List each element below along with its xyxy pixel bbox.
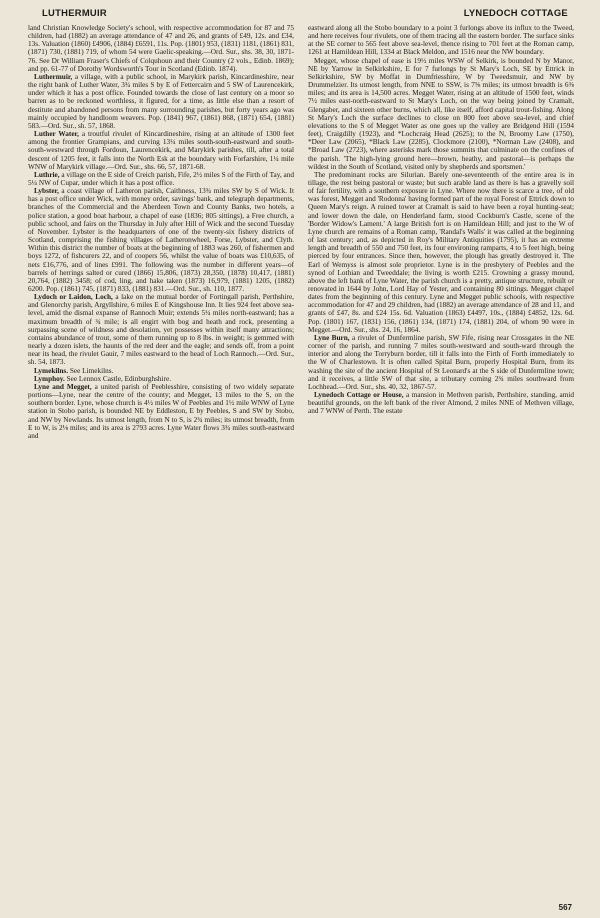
entry-text: a coast village of Latheron parish, Caithness, 13¾ miles SW by S of Wick. It has a post office under Wick, with money order, savings' bank, and telegraph departments, branches of the Commercial and the Aberdeen Town and County Banks, two hotels, a police station, a good boat harbour, a chapel of ease (1836; 805 sittings), a Free church, a public school, and fairs on the Thursday in July after Hill of Wick and the second Tuesday of November. Lybster is the headquarters of one of the twenty-six fishery districts of Scotland, comprising the fishing villages of Latheronwheel, Forse, Lybster, and Clyth. Within this district the number of boats at the beginning of 1883 was 260, of fishermen and boys 1272, of fishcurers 22, and of coopers 56, whilst the value of boats was £10,635, of nets £16,776, and of lines £991. The following was the number in different years—of barrels of herrings salted or cured (1866) 15,806, (1873) 28,350, (1878) 10,417, (1881) 20,764, (1882) 3458; of cod, ling, and hake taken (1873) 16,979, (1881) 1205, (1882) 6200. Pop. (1861) 745, (1871) 833, (1881) 831.—Ord. Sur., sh. 110, 1877. [28,187,294,293]
entry-text: a village on the E side of Creich parish, Fife, 2½ miles S of the Firth of Tay, and 5¼ NW of Cupar, under which it has a post office. [28,170,294,187]
gazetteer-entry [28,293,294,366]
entry-headword: Lymekilns. [34,366,69,375]
running-head-left: LUTHERMUIR [42,7,107,18]
entry-text: a united parish of Peeblesshire, consisting of two widely separate portions—Lyne, near the centre of the county; and Megget, 13 miles to the S, on the southern border. Lyne, whose church is 4½ miles W of Peebles and 1½ mile WNW of Lyne station in Stobo parish, is bounded NE by Eddleston, E by Peebles, S and SW by Stobo, and NW by Newlands. Its utmost length, from N to S, is 2¾ miles; its utmost breadth, from E to W, is 2⅛ miles; and its area is 2793 acres. Lyne Water flows 3¾ miles south-eastward and [28,382,294,440]
entry-text: See Limekilns. [68,366,114,375]
entry-text: a troutful rivulet of Kincardineshire, rising at an altitude of 1300 feet among the frontier Grampians, and curving 13¼ miles south-south-eastward and south-south-westward through Fordoun, Laurencekirk, and Marykirk parishes, till, after a total descent of 1205 feet, it falls into the North Esk at the boundary with Forfarshire, 1¼ mile WNW of Marykirk village.—Ord. Sur., shs. 66, 57, 1871-68. [28,130,294,171]
gazetteer-entry [28,187,294,293]
entry-headword: Luthermuir, [34,72,73,81]
gazetteer-entry [28,171,294,187]
gazetteer-entry [28,375,294,383]
gazetteer-entry [28,367,294,375]
running-head [28,6,574,20]
entry-headword: Luther Water, [34,130,79,139]
entry-text: See Lennox Castle, Edinburghshire. [64,374,172,383]
text-columns [28,24,574,904]
gazetteer-entry [28,130,294,171]
entry-text: Megget, whose chapel of ease is 19½ miles WSW of Selkirk, is bounded N by Manor, NE by Yarrow in Selkirkshire, E for 7 furlongs by St Mary's Loch, SE by Ettrick in Selkirkshire, SW by Moffat in Dumfriesshire, W by Tweedsmuir, and NW by Drummelzier. Its utmost length, from NNE to SSW, is 7⅝ miles; its utmost breadth is 6⅜ miles; and its area is 14,500 acres. Megget Water, rising at an altitude of 1500 feet, winds 7½ miles east-north-eastward to St Mary's Loch, on the way being joined by Cramalt, Glengaber, and sixteen other burns, which all, like itself, afford capital trout-fishing. Along St Mary's Loch the surface declines to close on 800 feet above sea-level, and chief elevations to the S of Megget Water as one goes up the valley are Bridgend Hill (1594 feet), Craigdilly (1923), and *Lochcraig Head (2625); to the N, Broomy Law (1750), *Deer Law (2065), *Black Law (2285), Clockmore (2100), *Norman Law (2408), and *Broad Law (2723), where asterisks mark those summits that culminate on the confines of the parish. 'The high-lying ground here—brown, heathy, and pastoral—is perhaps the wildest in the South of Scotland, visited only by shepherds and sportsmen.' [308,56,574,171]
entry-headword: Lyne and Megget, [34,382,92,391]
page-number: 567 [558,903,572,912]
entry-headword: Lybster, [34,187,59,196]
gazetteer-entry [28,24,294,73]
entry-text: eastward along all the Stobo boundary to a point 3 furlongs above its influx to the Tweed, and here receives four rivulets, one of them tracing all the eastern border. The surface sinks at the SE corner to 565 feet above sea-level, thence rising to 701 feet at the Roman camp, 1261 at Hamildean Hill, 1334 at Black Meldon, and 1516 near the NW boundary. [308,24,574,57]
gazetteer-entry [308,334,574,391]
gazetteer-entry [308,171,574,334]
running-head-right: LYNEDOCH COTTAGE [463,7,568,18]
entry-headword: Lynedoch Cottage or House, [314,391,404,400]
entry-headword: Lymphoy. [34,374,65,383]
gazetteer-entry [308,391,574,415]
entry-text: a village, with a public school, in Marykirk parish, Kincardineshire, near the right bank of Luther Water, 3¾ miles S by E of Fettercairn and 5 SW of Laurencekirk, under which it has a post office. Founded towards the close of last century on a moor so barren as to be reckoned worthless, it figured, for a time, as little else than a resort of destitute and abandoned persons from many surrounding parishes, but forty years ago was mainly occupied by handloom weavers. Pop. (1841) 967, (1861) 868, (1871) 654, (1881) 583.—Ord. Sur., sh. 57, 1868. [28,72,294,130]
entry-text: land Christian Knowledge Society's school, with respective accommodation for 87 and 75 children, had (1882) an average attendance of 47 and 26, and grants of £49, 12s. and £34, 13s. Valuation (1860) £4906, (1884) £6591, 11s. Pop. (1801) 953, (1831) 1181, (1861) 831, (1871) 730, (1881) 719, of whom 54 were Gaelic-speaking.—Ord. Sur., shs. 38, 30, 1871-76. See Dr William Fraser's Chiefs of Colquhoun and their Country (2 vols., Edinb. 1869); and pp. 61-77 of Dorothy Wordsworth's Tour in Scotland (Edinb. 1874). [28,24,294,73]
entry-headword: Luthrie, [34,170,60,179]
left-column [28,24,294,904]
gazetteer-entry [28,383,294,440]
right-column [308,24,574,904]
entry-text: a mansion in Methven parish, Perthshire, standing, amid beautiful grounds, on the left bank of the river Almond, 2 miles NNE of Methven village, and 7 WNW of Perth. The estate [308,391,574,416]
gazetteer-entry [28,73,294,130]
entry-text: a lake on the mutual border of Fortingall parish, Perthshire, and Glenorchy parish, Argyllshire, 6 miles E of Kingshouse Inn. It lies 924 feet above sea-level, amid the dismal expanse of Rannoch Muir; extends 5¼ miles north-eastward; has a maximum breadth of ¾ mile; is all engirt with bog and heath and rock, presenting a surpassing scene of wildness and desolation, yet possesses within itself many attractions; contains abundance of trout, some of them running up to 8 lbs. in weight; is gemmed with nearly a dozen islets, the haunts of the red deer and the eagle; and sends off, from a point near its head, the rivulet Gauir, 7 miles eastward to the head of Loch Rannoch.—Ord. Sur., sh. 54, 1873. [28,293,294,367]
entry-text: The predominant rocks are Silurian. Barely one-seventeenth of the entire area is in tillage, the rest being pastoral or waste; but such arable land as there is has a gravelly soil of fair fertility, with a southern exposure in Lyne. Where now there is scarce a tree, of old was forest, Megget and 'Rodonna' having formed part of the royal Forest of Ettrick down to Queen Mary's reign. A ruined tower at Cramalt is said to have been a royal hunting-seat; and lower down the dale, on Henderland farm, stood Cockburn's Castle, scene of the 'Border Widow's Lament.' A large British fort is on Hamildean Hill; and just to the W of Lyne church are remains of a Roman camp, 'Randal's Walls' it was called at the beginning of last century; and, as depicted in Roy's Military Antiquities (1795), it has an extreme length and breadth of 550 and 750 feet, its four environing ramparts, 4 to 5 feet high, being pierced by four entrances. Since then, however, the plough has greatly destroyed it. The Earl of Wemyss is almost sole proprietor. Lyne is in the presbytery of Peebles and the synod of Lothian and Tweeddale; the living is worth £215. Crowning a grassy mound, above the left bank of Lyne Water, the parish church is a pretty, antique structure, rebuilt or renovated in 1644 by John, Lord Hay of Yester, and containing 80 sittings. Megget chapel dates from the beginning of this century. Lyne and Megget public schools, with respective accommodation for 47 and 29 children, had (1882) an average attendance of 28 and 11, and grants of £47, 8s. and £24 15s. 6d. Valuation (1863) £4497, 10s., (1884) £4852, 12s. 6d. Pop. (1801) 167, (1831) 156, (1861) 134, (1871) 174, (1881) 204, of whom 90 were in Megget.—Ord. Sur., shs. 24, 16, 1864. [308,170,574,334]
gazetteer-entry [308,57,574,171]
entry-headword: Lydoch or Laidon, Loch, [34,293,113,302]
gazetteer-entry [308,24,574,57]
entry-headword: Lyne Burn, [314,333,350,342]
entry-text: a rivulet of Dunfermline parish, SW Fife, rising near Crossgates in the NE corner of the parish, and running 7 miles south-westward and south-ward through the interior and along the Torryburn border, till it falls into the Firth of Forth immediately to the W of Charlestown. It is often called Spital Burn, properly Hospital Burn, from its washing the site of the ancient Hospital of St Leonard's at the S side of Dunfermline town; and it receives, a little SW of that site, a tributary coming 2¾ miles southward from Lochhead.—Ord. Sur., shs. 40, 32, 1867-57. [308,333,574,391]
